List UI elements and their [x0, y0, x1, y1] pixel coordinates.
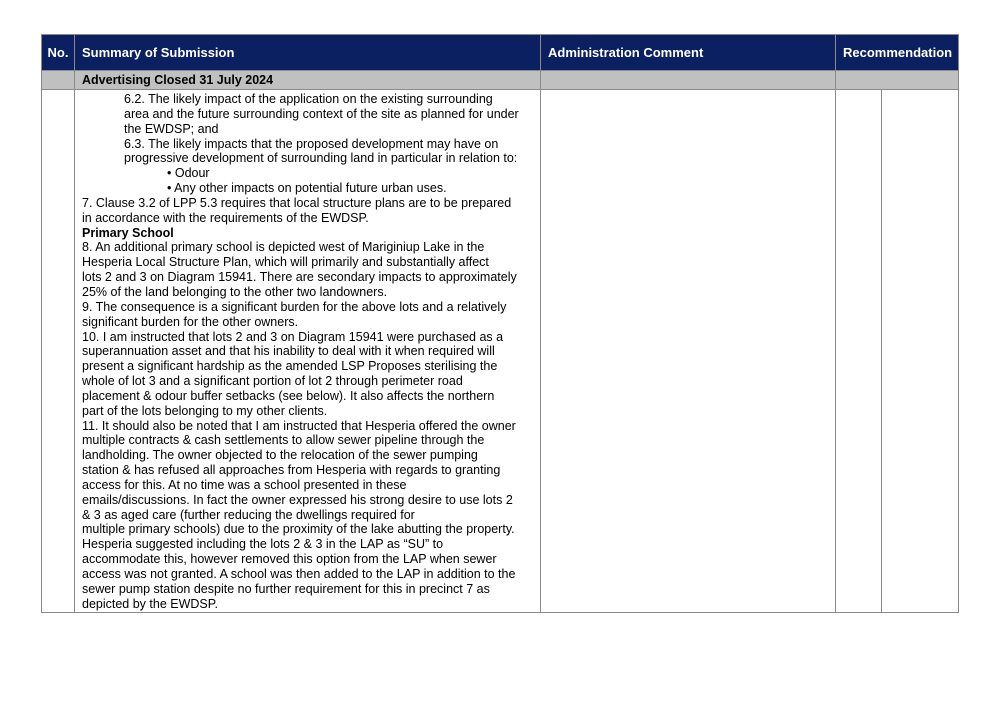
text-line: Hesperia suggested including the lots 2 & 3 in the LAP as “SU” to — [82, 537, 444, 552]
text-line: depicted by the EWDSP. — [82, 596, 218, 611]
admin-comment-cell — [541, 90, 836, 613]
text-line: superannuation asset and that his inability to deal with it when required will — [82, 344, 495, 359]
text-line: significant burden for the other owners. — [82, 314, 299, 329]
cell-divider — [881, 90, 882, 612]
text-line: 7. Clause 3.2 of LPP 5.3 requires that local structure plans are to be prepared — [82, 195, 512, 210]
section-row — [42, 71, 959, 90]
submission-table-page — [41, 34, 958, 613]
text-line: 8. An additional primary school is depicted west of Mariginiup Lake in the — [82, 240, 485, 255]
subheading: Primary School — [82, 225, 174, 240]
text-line: access was not granted. A school was then added to the LAP in addition to the — [82, 567, 516, 581]
table-row — [42, 90, 959, 613]
text-line: 6.3. The likely impacts that the proposed development may have on — [124, 136, 499, 151]
header-recommendation: Recommendation — [836, 35, 959, 71]
text-line: 11. It should also be noted that I am instructed that Hesperia offered the owner — [82, 418, 516, 433]
text-line: emails/discussions. In fact the owner expressed his strong desire to use lots 2 — [82, 492, 513, 507]
header-summary: Summary of Submission — [75, 35, 541, 71]
text-line: sewer pump station despite no further requirement for this in precinct 7 as — [82, 581, 490, 596]
text-line: access for this. At no time was a school presented in these — [82, 477, 407, 492]
summary-cell — [75, 90, 541, 613]
text-line: Hesperia Local Structure Plan, which will primarily and substantially affect — [82, 255, 489, 270]
section-recommendation-cell — [836, 71, 959, 90]
row-no-cell — [42, 90, 75, 613]
text-line: 10. I am instructed that lots 2 and 3 on Diagram 15941 were purchased as a — [82, 329, 504, 344]
text-line: the EWDSP; and — [124, 121, 219, 136]
header-no: No. — [42, 35, 75, 71]
text-line: placement & odour buffer setbacks (see below). It also affects the northern — [82, 388, 495, 403]
submission-table — [41, 34, 959, 613]
text-line: lots 2 and 3 on Diagram 15941. There are secondary impacts to approximately — [82, 270, 517, 285]
table-header-row — [42, 35, 959, 71]
text-line: multiple primary schools) due to the proximity of the lake abutting the property. — [82, 522, 515, 537]
text-line: area and the future surrounding context of the site as planned for under — [124, 106, 519, 121]
text-line: in accordance with the requirements of the EWDSP. — [82, 210, 369, 225]
text-line: 9. The consequence is a significant burden for the above lots and a relatively — [82, 299, 507, 314]
text-line: 6.2. The likely impact of the application on the existing surrounding — [124, 92, 493, 106]
section-admin-cell — [541, 71, 836, 90]
text-line: 25% of the land belonging to the other two landowners. — [82, 284, 388, 299]
text-line: station & has refused all approaches from Hesperia with regards to granting — [82, 463, 501, 478]
text-line: landholding. The owner objected to the relocation of the sewer pumping — [82, 448, 478, 463]
text-line: part of the lots belonging to my other clients. — [82, 403, 328, 418]
recommendation-cell — [836, 90, 959, 613]
text-line: whole of lot 3 and a significant portion of lot 2 through perimeter road — [82, 374, 463, 389]
section-no-cell — [42, 71, 75, 90]
text-line: present a significant hardship as the amended LSP Proposes sterilising the — [82, 359, 498, 374]
bullet-item: • Any other impacts on potential future urban uses. — [167, 181, 447, 196]
bullet-item: • Odour — [167, 166, 210, 181]
section-title: Advertising Closed 31 July 2024 — [75, 71, 541, 90]
header-admin-comment: Administration Comment — [541, 35, 836, 71]
text-line: progressive development of surrounding land in particular in relation to: — [124, 151, 518, 166]
text-line: accommodate this, however removed this option from the LAP when sewer — [82, 552, 497, 567]
text-line: & 3 as aged care (further reducing the dwellings required for — [82, 507, 415, 522]
text-line: multiple contracts & cash settlements to allow sewer pipeline through the — [82, 433, 485, 448]
